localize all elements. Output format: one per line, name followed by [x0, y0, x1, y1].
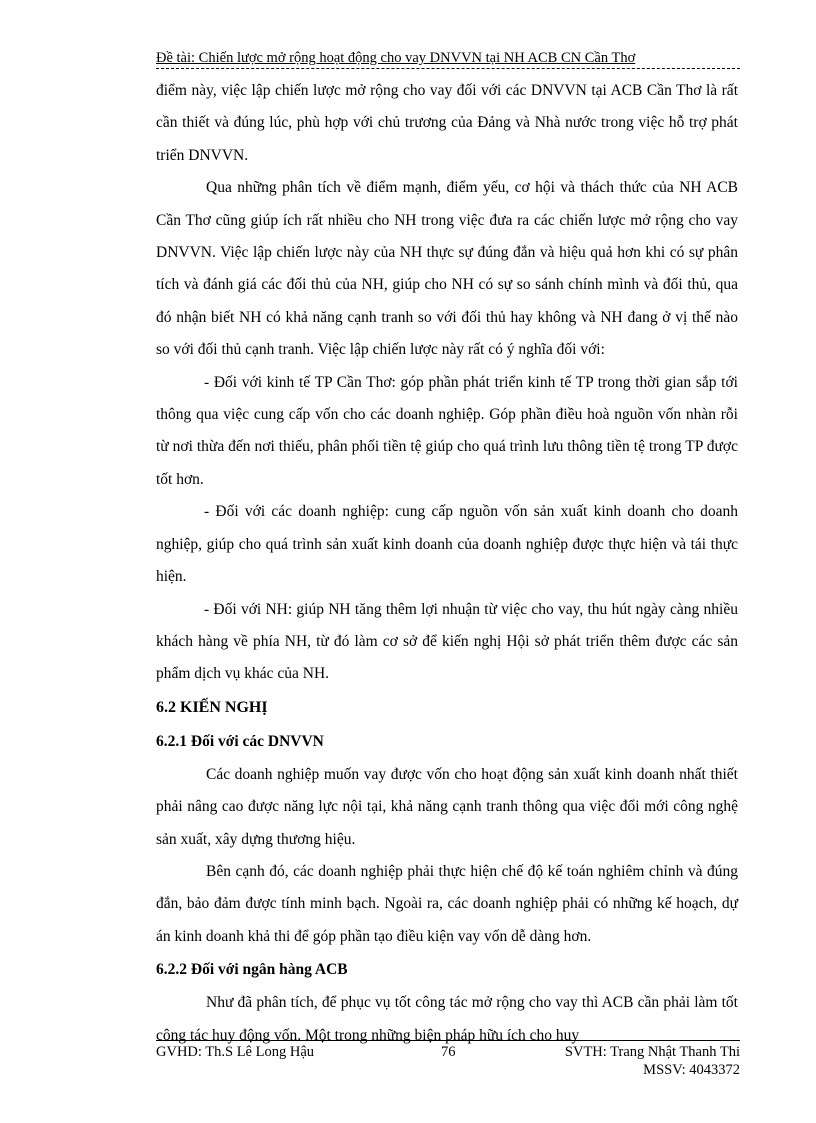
body-text	[156, 75, 738, 1052]
page-number: 76	[441, 1044, 456, 1060]
paragraph: Qua những phân tích về điểm mạnh, điểm yếu, cơ hội và thách thức của NH ACB Cần Thơ cũng giúp ích rất nhiều cho NH trong việc đưa ra các chiến lược mở rộng cho vay DNVVN. Việc lập chiến lược này của NH thực sự đúng đắn và hiệu quả hơn khi có sự phân tích và đánh giá các đối thủ của NH, giúp cho NH có sự so sánh chính mình và đối thủ, qua đó nhận biết NH có khả năng cạnh tranh so với đối thủ hay không và NH đang ở vị thế nào so với đối thủ cạnh tranh. Việc lập chiến lược này rất có ý nghĩa đối với:	[156, 179, 738, 359]
footer-advisor: GVHD: Th.S Lê Long Hậu	[156, 1044, 315, 1060]
paragraph: điểm này, việc lập chiến lược mở rộng cho vay đối với các DNVVN tại ACB Cần Thơ là rất cần thiết và đúng lúc, phù hợp với chủ trương của Đảng và Nhà nước trong việc hỗ trợ phát triển DNVVN.	[156, 82, 738, 164]
footer-student: SVTH: Trang Nhật Thanh Thi	[564, 1044, 740, 1060]
bullet-item: - Đối với các doanh nghiệp: cung cấp nguồn vốn sản xuất kinh doanh cho doanh nghiệp, giúp cho quá trình sản xuất kinh doanh của doanh nghiệp được thực hiện và tái thực hiện.	[156, 503, 738, 586]
paragraph: Bên cạnh đó, các doanh nghiệp phải thực hiện chế độ kế toán nghiêm chỉnh và đúng đắn, bảo đảm được tính minh bạch. Ngoài ra, các doanh nghiệp phải có những kế hoạch, dự án kinh doanh khả thi để góp phần tạo điều kiện vay vốn dễ dàng hơn.	[156, 862, 738, 945]
bullet-item: - Đối với kinh tế TP Cần Thơ: góp phần phát triển kinh tế TP trong thời gian sắp tới thông qua việc cung cấp vốn cho các doanh nghiệp. Góp phần điều hoà nguồn vốn nhàn rỗi từ nơi thừa đến nơi thiếu, phân phối tiền tệ giúp cho quá trình lưu thông tiền tệ trong TP được tốt hơn.	[156, 373, 738, 488]
page-footer	[156, 1040, 740, 1078]
subsection-heading: 6.2.2 Đối với ngân hàng ACB	[156, 961, 348, 979]
section-heading: 6.2 KIẾN NGHỊ	[156, 698, 268, 716]
header-title: Đề tài: Chiến lược mở rộng hoạt động cho vay DNVVN tại NH ACB CN Cần Thơ	[156, 50, 636, 66]
footer-student-id: MSSV: 4043372	[643, 1062, 740, 1078]
bullet-item: - Đối với NH: giúp NH tăng thêm lợi nhuận từ việc cho vay, thu hút ngày càng nhiều khách hàng về phía NH, từ đó làm cơ sở để kiến nghị Hội sở phát triển thêm được các sản phẩm dịch vụ khác của NH.	[156, 600, 738, 683]
paragraph: Các doanh nghiệp muốn vay được vốn cho hoạt động sản xuất kinh doanh nhất thiết phải nâng cao được năng lực nội tại, khả năng cạnh tranh thông qua việc đổi mới công nghệ sản xuất, xây dựng thương hiệu.	[156, 765, 738, 848]
subsection-heading: 6.2.1 Đối với các DNVVN	[156, 732, 324, 750]
paragraph: Như đã phân tích, để phục vụ tốt công tác mở rộng cho vay thì ACB cần phải làm tốt công tác huy động vốn. Một trong những biện pháp hữu ích cho huy	[156, 994, 738, 1044]
running-header	[156, 48, 740, 69]
